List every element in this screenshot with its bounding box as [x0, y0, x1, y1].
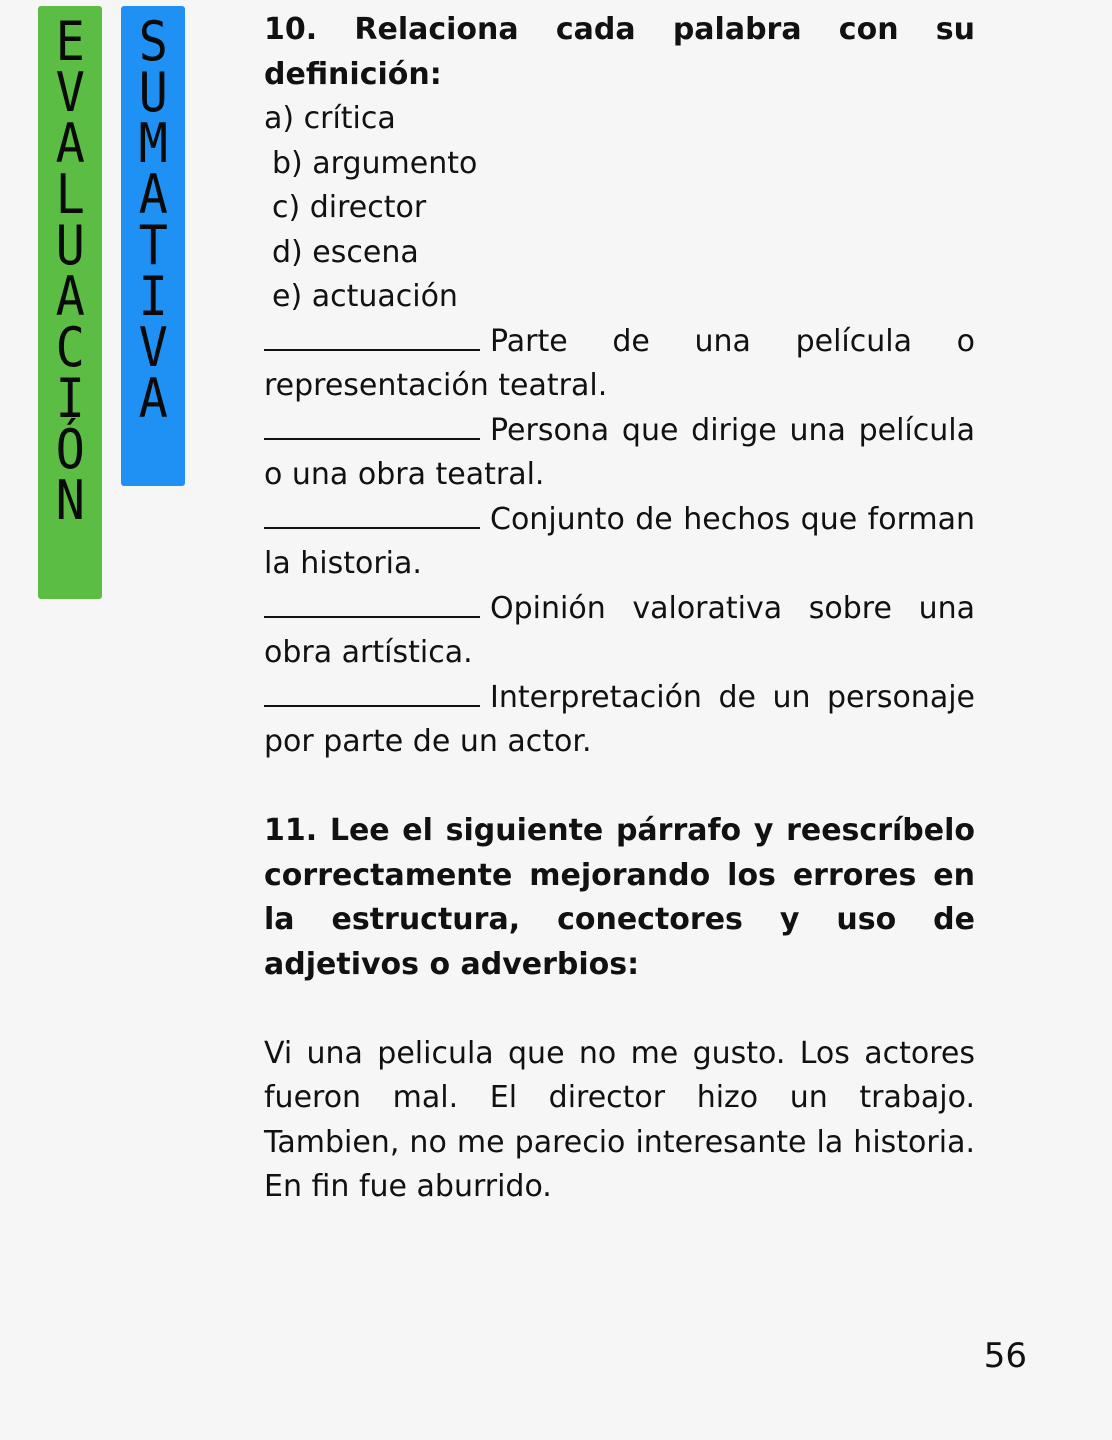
- banner-letter: U: [138, 61, 168, 124]
- banner-letter: U: [55, 214, 85, 277]
- banner-letter: A: [138, 367, 168, 430]
- definition-text: Interpretación de un personaje por parte de un actor.: [264, 679, 975, 759]
- banner-letter: V: [138, 316, 168, 379]
- worksheet-content: [264, 8, 975, 1210]
- banner-letter: L: [55, 163, 85, 226]
- definition-text: Conjunto de hechos que forman la historia.: [264, 501, 975, 581]
- banner-letter: T: [138, 214, 168, 277]
- question-11-title: 11. Lee el siguiente párrafo y reescríbelo correctamente mejorando los errores en la estructura, conectores y uso de adjetivos o adverbios:: [264, 813, 975, 982]
- banner-letter: A: [55, 265, 85, 328]
- definition-item: [264, 676, 975, 765]
- banner-letter: A: [138, 163, 168, 226]
- banner-letter: C: [55, 316, 85, 379]
- page-number: 56: [983, 1336, 1027, 1376]
- evaluacion-banner: [38, 6, 102, 599]
- definition-text: Parte de una película o representación teatral.: [264, 323, 975, 403]
- banner-letter: I: [138, 265, 168, 328]
- paragraph-to-rewrite: Vi una pelicula que no me gusto. Los actores fueron mal. El director hizo un trabajo. Tambien, no me parecio interesante la historia. En fin fue aburrido.: [264, 1035, 975, 1204]
- option-b: b) argumento: [272, 145, 478, 181]
- banner-letter: N: [55, 469, 85, 532]
- sumativa-banner: [121, 6, 185, 486]
- definition-item: [264, 409, 975, 498]
- option-e: e) actuación: [272, 279, 458, 314]
- answer-blank[interactable]: [264, 321, 480, 351]
- spacer: [264, 765, 975, 810]
- definition-text: Opinión valorativa sobre una obra artística.: [264, 590, 975, 670]
- banner-letter: I: [55, 367, 85, 430]
- banner-letter: Ó: [55, 418, 85, 481]
- answer-blank[interactable]: [264, 588, 480, 618]
- banner-letter: S: [138, 10, 168, 73]
- banner-letter: M: [138, 112, 168, 175]
- spacer: [264, 987, 975, 1032]
- question-10-title: 10. Relaciona cada palabra con su definición:: [264, 12, 975, 92]
- option-c: c) director: [272, 190, 427, 225]
- definition-item: [264, 320, 975, 409]
- banner-letter: A: [55, 112, 85, 175]
- definition-item: [264, 587, 975, 676]
- answer-blank[interactable]: [264, 410, 480, 440]
- definition-text: Persona que dirige una película o una obra teatral.: [264, 412, 975, 492]
- banner-letter: V: [55, 61, 85, 124]
- option-a: a) crítica: [264, 101, 396, 136]
- definition-item: [264, 498, 975, 587]
- option-d: d) escena: [272, 234, 419, 270]
- answer-blank[interactable]: [264, 677, 480, 707]
- answer-blank[interactable]: [264, 499, 480, 529]
- banner-letter: E: [55, 10, 85, 73]
